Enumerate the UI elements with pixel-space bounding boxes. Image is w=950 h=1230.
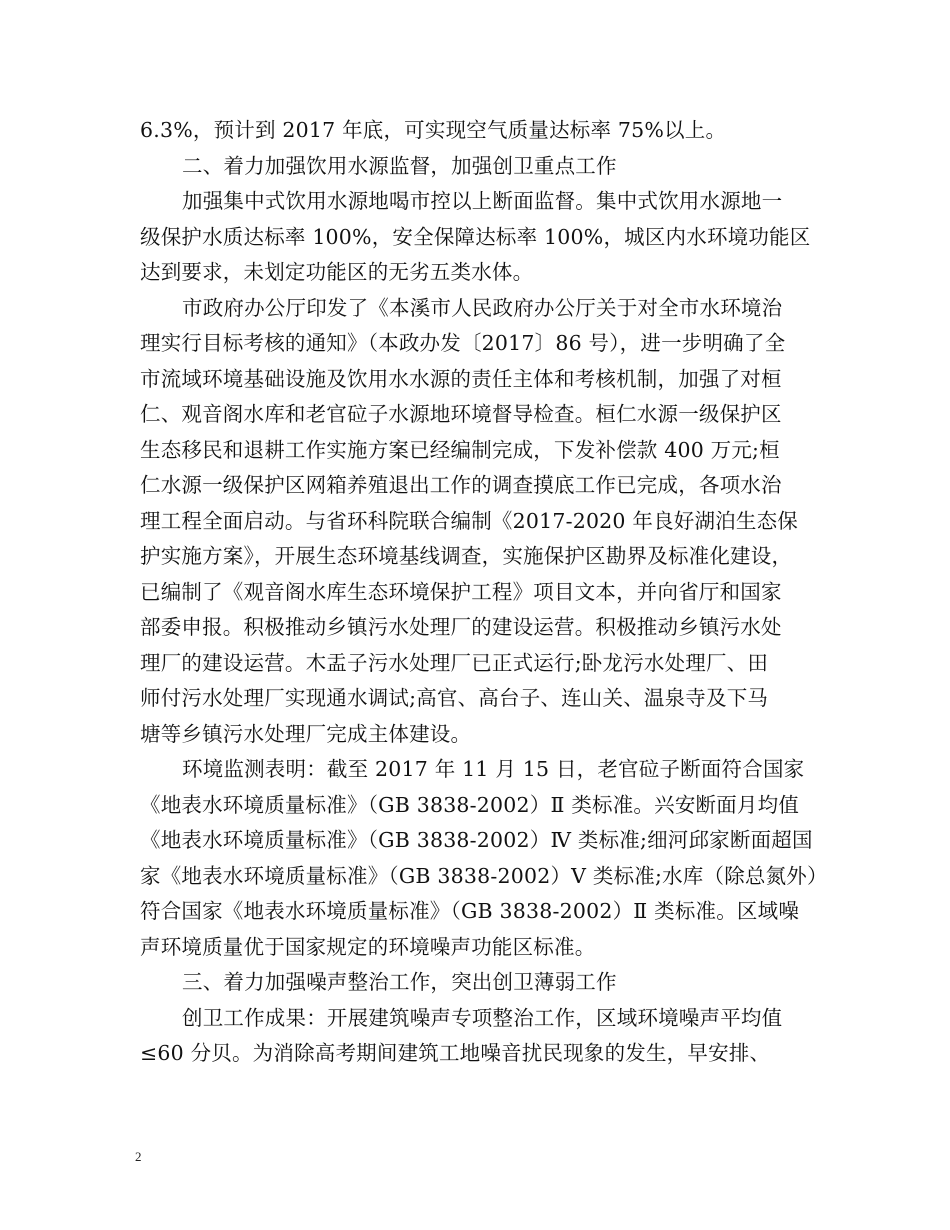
text-line: 理实行目标考核的通知》（本政办发〔2017〕86 号），进一步明确了全 [140,331,786,355]
text-line: ≤60 分贝。为消除高考期间建筑工地噪音扰民现象的发生，早安排、 [140,1041,771,1065]
text-line: 环境监测表明：截至 2017 年 11 月 15 日，老官砬子断面符合国家 [182,757,805,781]
section-heading: 三、着力加强噪声整治工作，突出创卫薄弱工作 [182,970,617,994]
text-line: 加强集中式饮用水源地喝市控以上断面监督。集中式饮用水源地一 [182,189,783,213]
text-line: 理工程全面启动。与省环科院联合编制《2017-2020 年良好湖泊生态保 [140,508,798,533]
text-line: 家《地表水环境质量标准》（GB 3838-2002）Ⅴ 类标准;水库（除总氮外） [140,863,828,888]
text-line: 已编制了《观音阁水库生态环境保护工程》项目文本，并向省厅和国家 [140,579,782,604]
document-body [140,113,828,1072]
text-line: 创卫工作成果：开展建筑噪声专项整治工作，区域环境噪声平均值 [182,1005,783,1030]
text-line: 《地表水环境质量标准》（GB 3838-2002）Ⅳ 类标准;细河邱家断面超国 [140,828,813,852]
page-number: 2 [135,1149,142,1164]
text-line: 6.3%，预计到 2017 年底，可实现空气质量达标率 75%以上。 [140,118,727,142]
text-line: 声环境质量优于国家规定的环境噪声功能区标准。 [140,934,596,959]
text-line: 仁水源一级保护区网箱养殖退出工作的调查摸底工作已完成，各项水治 [140,473,782,497]
text-line: 达到要求，未划定功能区的无劣五类水体。 [140,260,534,284]
text-line: 师付污水处理厂实现通水调试;高官、高台子、连山关、温泉寺及下马 [140,686,769,710]
text-line: 市政府办公厅印发了《本溪市人民政府办公厅关于对全市水环境治 [182,295,783,320]
text-line: 部委申报。积极推动乡镇污水处理厂的建设运营。积极推动乡镇污水处 [140,615,782,639]
text-line: 理厂的建设运营。木盂子污水处理厂已正式运行;卧龙污水处理厂、田 [140,650,769,675]
text-line: 级保护水质达标率 100%，安全保障达标率 100%，城区内水环境功能区 [140,224,811,249]
section-heading: 二、着力加强饮用水源监督，加强创卫重点工作 [182,153,617,178]
text-line: 《地表水环境质量标准》（GB 3838-2002）Ⅱ 类标准。兴安断面月均值 [140,792,800,817]
text-line: 市流域环境基础设施及饮用水水源的责任主体和考核机制，加强了对桓 [140,366,782,391]
text-line: 仁、观音阁水库和老官砬子水源地环境督导检查。桓仁水源一级保护区 [140,402,782,426]
text-line: 符合国家《地表水环境质量标准》（GB 3838-2002）Ⅱ 类标准。区域噪 [140,899,800,923]
text-line: 生态移民和退耕工作实施方案已经编制完成，下发补偿款 400 万元;桓 [140,437,780,462]
text-line: 护实施方案》，开展生态环境基线调查，实施保护区勘界及标准化建设， [140,544,793,568]
text-line: 塘等乡镇污水处理厂完成主体建设。 [140,721,472,746]
